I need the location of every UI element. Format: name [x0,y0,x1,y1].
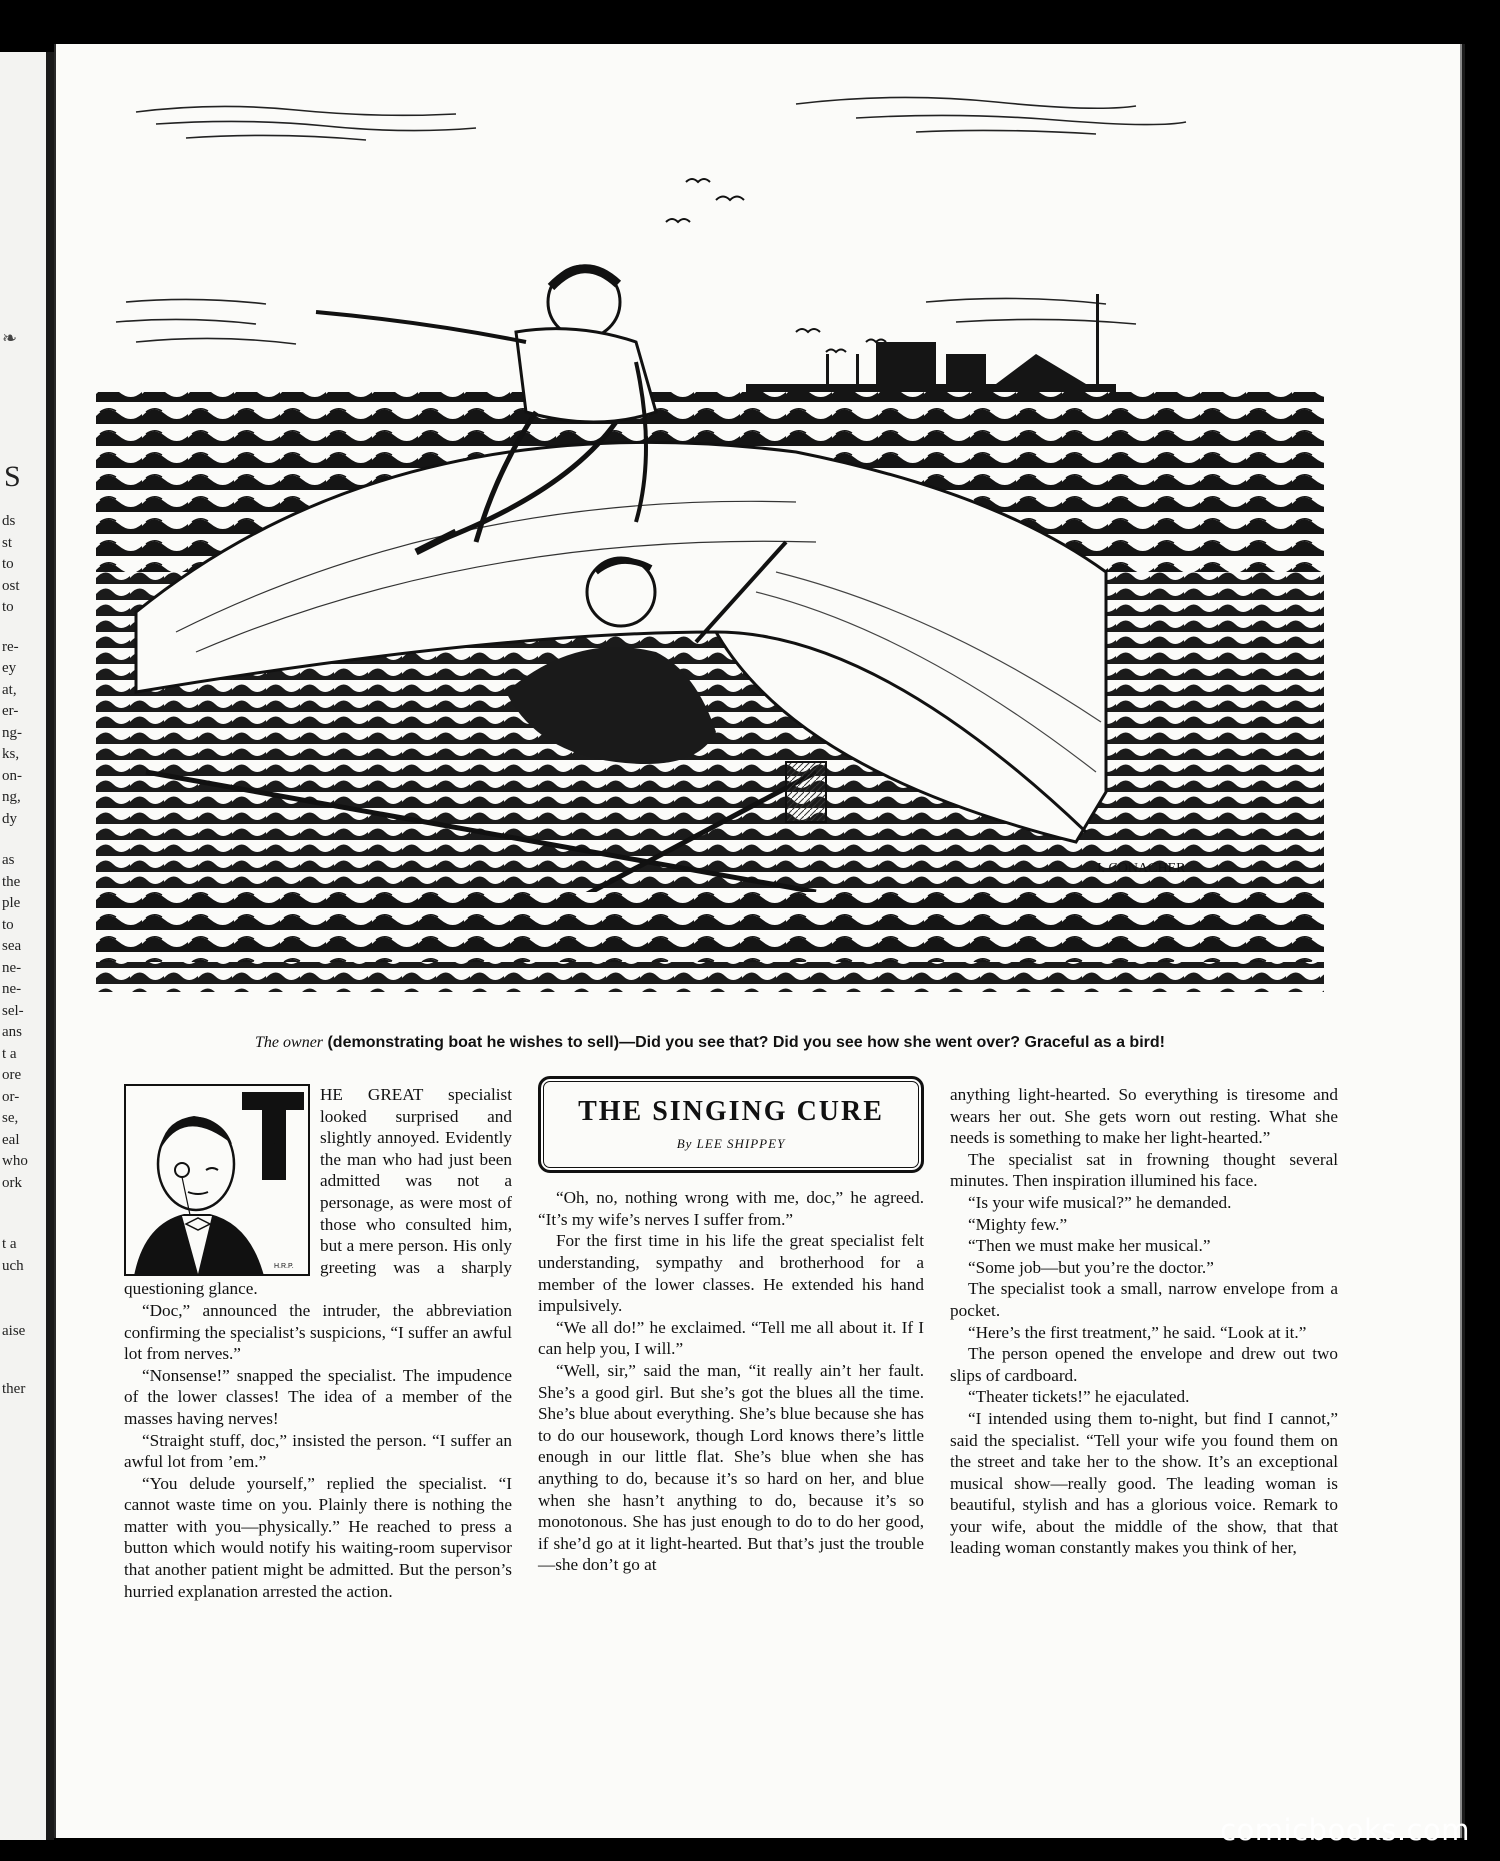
facing-page-text-fragment: ks, [2,746,20,762]
facing-page-text-fragment: to [2,599,14,615]
facing-page-text-fragment: S [4,460,21,493]
facing-page-text-fragment: ans [2,1024,22,1040]
column-2-paragraphs [538,1187,924,1576]
paragraph: “I intended using them to-night, but find I cannot,” said the specialist. “Tell your wife you found them on the street and take her to the show. It’s an exceptional musical show—really good. The leading woman is beautiful, stylish and has a glorious voice. Remark to your wife, about the middle of the show, that that leading woman constantly makes you think of her, [950,1408,1338,1558]
artist-signature: J. CONACHER [1096,861,1186,876]
story-byline: By LEE SHIPPEY [676,1135,786,1151]
facing-page-text-fragment: ork [2,1174,22,1191]
facing-page-text-fragment: at, [2,681,17,698]
facing-page-text-fragment: to [2,556,14,572]
page-edge-shadow [1460,44,1462,1838]
paragraph: “Straight stuff, doc,” insisted the person. “I suffer an awful lot from ’em.” [124,1430,512,1472]
opening-paragraph [124,1084,512,1300]
facing-page-text-fragment: ng, [2,789,21,805]
article-column-3 [950,1084,1338,1559]
facing-page-text-fragment: er- [2,703,19,719]
article-column-1 [124,1084,512,1602]
facing-page-text-fragment: the [2,873,21,890]
facing-page-text-fragment: t a [2,1045,17,1062]
paragraph: “Nonsense!” snapped the specialist. The impudence of the lower classes! The idea of a member of the masses having nerves! [124,1365,512,1428]
column-1-paragraphs [124,1300,512,1602]
facing-page-text-fragment: eal [2,1131,20,1148]
paragraph: “We all do!” he exclaimed. “Tell me all about it. If I can help you, I will.” [538,1317,924,1359]
article-column-2 [538,1076,924,1576]
facing-page-text-fragment: ther [2,1380,26,1397]
facing-page-text-fragment: se, [2,1110,19,1126]
paragraph: “Is your wife musical?” he demanded. [968,1192,1232,1212]
caption-text: (demonstrating boat he wishes to sell)—Did you see that? Did you see how she went over? Graceful as a bird! [323,1034,1165,1051]
facing-page-text-fragment: dy [2,810,17,827]
paragraph: “Theater tickets!” he ejaculated. [968,1387,1190,1407]
facing-page-text-fragment: who [2,1153,28,1169]
illustration-caption [80,1034,1340,1052]
continued-paragraph: anything light-hearted. So everything is tiresome and wears her out. She gets worn out resting. What she needs is something to make her light-hearted.” [950,1085,1338,1148]
paragraph: The person opened the envelope and drew out two slips of cardboard. [950,1344,1338,1385]
facing-page-text-fragment: to [2,916,14,933]
drop-cap-letter: T [274,1144,275,1145]
opening-text: HE GREAT specialist looked surprised and slightly annoyed. Evidently the man who had just been admitted was not a personage, as were most of those who consulted him, but a mere person. His only greeting was a sharply questioning glance. [124,1085,512,1299]
paragraph: “Well, sir,” said the man, “it really ain’t her fault. She’s a good girl. But she’s got the blues all the time. She’s blue about everything. She’s blue because she has to do our housework, though Lord knows there’s little enough in our little flat. She’s blue when she has anything to do, because it’s so hard on her, and blue when she hasn’t anything to do, because it’s so monotonous. She has just enough to do to do her good, if she’d go at it light-hearted. But that’s just the trouble—she don’t go at [538,1360,924,1575]
facing-page-text-fragment: ds [2,513,16,529]
facing-page-text-fragment: ple [2,895,21,911]
facing-page-text-fragment: or- [2,1088,20,1105]
column-3-paragraphs [950,1149,1338,1559]
facing-page-text-fragment: st [2,534,13,551]
facing-page-text-fragment: aise [2,1323,26,1339]
facing-page-text-fragment: ne- [2,981,22,997]
paragraph: “Some job—but you’re the doctor.” [968,1257,1214,1277]
paragraph: For the first time in his life the great specialist felt understanding, sympathy and brotherhood for a member of the lower classes. He extended his hand impulsively. [538,1231,924,1316]
distant-pier [746,294,1116,394]
facing-page-text-fragment: ng- [2,724,22,741]
boat-illustration [96,72,1324,1032]
facing-page-text-fragment: ne- [2,959,22,976]
facing-page-text-fragment: sea [2,938,22,954]
paragraph: The specialist took a small, narrow envelope from a pocket. [950,1279,1338,1320]
facing-page-text-fragment: ost [2,577,20,594]
paragraph: The specialist sat in frowning thought several minutes. Then inspiration illumined his face. [950,1149,1338,1191]
facing-page-edge [0,52,50,1840]
caption-speaker: The owner [255,1034,324,1051]
facing-page-text-fragment: uch [2,1257,24,1274]
facing-page-text-fragment: ey [2,660,17,676]
story-title: THE SINGING CURE [578,1096,884,1127]
facing-page-text-fragment: sel- [2,1002,24,1019]
story-title-box [538,1076,924,1173]
facing-page-text-fragment: t a [2,1236,17,1252]
drop-cap-portrait [124,1084,310,1276]
paragraph: “Here’s the first treatment,” he said. “Look at it.” [968,1322,1307,1342]
facing-page-ornament: ❧ [2,328,18,348]
portrait-initials: H.R.P. [274,1263,294,1270]
paragraph: “Oh, no, nothing wrong with me, doc,” he agreed. “It’s my wife’s nerves I suffer from.” [538,1188,924,1229]
facing-page-text-fragment: on- [2,767,22,784]
paragraph: “Doc,” announced the intruder, the abbreviation confirming the specialist’s suspicions, “I suffer an awful lot from nerves.” [124,1300,512,1364]
capsized-boat-drawing [96,72,1324,1032]
facing-page-text-fragment: as [2,852,15,868]
paragraph: “You delude yourself,” replied the specialist. “I cannot waste time on you. Plainly there is nothing the matter with you—physically.” He reached to press a button which would notify his waiting-room supervisor that another patient might be admitted. But the person’s hurried explanation arrested the action. [124,1473,512,1601]
page-gutter [46,52,54,1840]
site-watermark: comicbooks.com [1220,1813,1470,1847]
clouds [116,97,1186,344]
paragraph: “Mighty few.” [968,1214,1068,1234]
seagulls [666,179,886,352]
facing-page-text-fragment: re- [2,638,19,655]
paragraph: “Then we must make her musical.” [968,1236,1211,1256]
facing-page-text-fragment: ore [2,1067,22,1083]
